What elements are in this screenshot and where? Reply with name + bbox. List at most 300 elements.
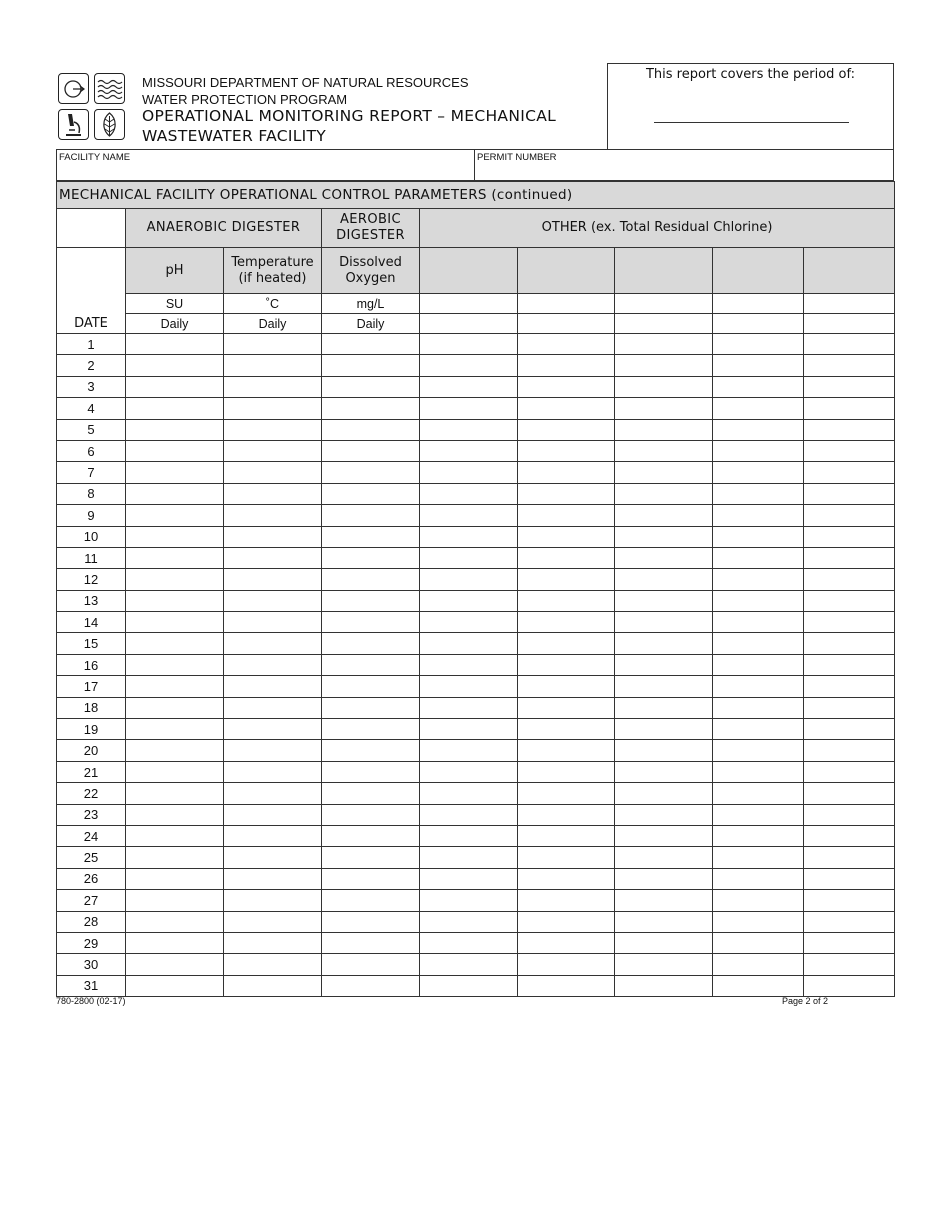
entry-cell[interactable] bbox=[615, 633, 713, 654]
entry-cell[interactable] bbox=[615, 890, 713, 911]
entry-cell[interactable] bbox=[224, 355, 322, 376]
entry-cell[interactable] bbox=[615, 654, 713, 675]
entry-cell[interactable] bbox=[804, 398, 895, 419]
entry-cell[interactable] bbox=[420, 376, 518, 397]
entry-cell[interactable] bbox=[615, 761, 713, 782]
entry-cell[interactable] bbox=[804, 975, 895, 996]
entry-cell[interactable] bbox=[713, 740, 804, 761]
title-line-1: OPERATIONAL MONITORING REPORT – MECHANICAL bbox=[142, 107, 557, 125]
entry-cell[interactable] bbox=[322, 590, 420, 611]
entry-cell[interactable] bbox=[126, 975, 224, 996]
entry-cell[interactable] bbox=[518, 526, 615, 547]
day-row bbox=[57, 911, 895, 932]
other-unit-cell[interactable] bbox=[420, 294, 518, 314]
entry-cell[interactable] bbox=[322, 676, 420, 697]
entry-cell[interactable] bbox=[224, 890, 322, 911]
entry-cell[interactable] bbox=[224, 376, 322, 397]
entry-cell[interactable] bbox=[804, 954, 895, 975]
other-unit-cell[interactable] bbox=[713, 294, 804, 314]
entry-cell[interactable] bbox=[713, 911, 804, 932]
day-number: 12 bbox=[57, 569, 126, 590]
entry-cell[interactable] bbox=[713, 890, 804, 911]
entry-cell[interactable] bbox=[420, 932, 518, 953]
entry-cell[interactable] bbox=[322, 975, 420, 996]
entry-cell[interactable] bbox=[420, 654, 518, 675]
entry-cell[interactable] bbox=[322, 612, 420, 633]
entry-cell[interactable] bbox=[224, 526, 322, 547]
day-number: 23 bbox=[57, 804, 126, 825]
entry-cell[interactable] bbox=[224, 612, 322, 633]
entry-cell[interactable] bbox=[518, 483, 615, 504]
blank-header-cell bbox=[57, 209, 126, 248]
entry-cell[interactable] bbox=[224, 547, 322, 568]
entry-cell[interactable] bbox=[615, 697, 713, 718]
entry-cell[interactable] bbox=[224, 783, 322, 804]
entry-cell[interactable] bbox=[322, 505, 420, 526]
entry-cell[interactable] bbox=[615, 911, 713, 932]
day-row bbox=[57, 505, 895, 526]
entry-cell[interactable] bbox=[322, 890, 420, 911]
entry-cell[interactable] bbox=[518, 633, 615, 654]
day-number: 24 bbox=[57, 825, 126, 846]
entry-cell[interactable] bbox=[804, 334, 895, 355]
entry-cell[interactable] bbox=[224, 868, 322, 889]
entry-cell[interactable] bbox=[126, 462, 224, 483]
other-header-cell[interactable] bbox=[713, 248, 804, 294]
entry-cell[interactable] bbox=[126, 697, 224, 718]
entry-cell[interactable] bbox=[615, 440, 713, 461]
entry-cell[interactable] bbox=[615, 334, 713, 355]
entry-cell[interactable] bbox=[804, 440, 895, 461]
entry-cell[interactable] bbox=[804, 462, 895, 483]
entry-cell[interactable] bbox=[126, 569, 224, 590]
entry-cell[interactable] bbox=[420, 911, 518, 932]
day-row bbox=[57, 440, 895, 461]
day-row bbox=[57, 719, 895, 740]
entry-cell[interactable] bbox=[420, 526, 518, 547]
title-line-2: WASTEWATER FACILITY bbox=[142, 127, 327, 145]
day-row bbox=[57, 376, 895, 397]
entry-cell[interactable] bbox=[322, 783, 420, 804]
entry-cell[interactable] bbox=[420, 804, 518, 825]
entry-cell[interactable] bbox=[126, 847, 224, 868]
entry-cell[interactable] bbox=[518, 654, 615, 675]
entry-cell[interactable] bbox=[420, 890, 518, 911]
entry-cell[interactable] bbox=[804, 761, 895, 782]
entry-cell[interactable] bbox=[713, 398, 804, 419]
temperature-header-line-1: Temperature bbox=[231, 254, 314, 270]
entry-cell[interactable] bbox=[804, 868, 895, 889]
entry-cell[interactable] bbox=[518, 398, 615, 419]
entry-cell[interactable] bbox=[518, 868, 615, 889]
entry-cell[interactable] bbox=[518, 975, 615, 996]
entry-cell[interactable] bbox=[615, 355, 713, 376]
entry-cell[interactable] bbox=[804, 569, 895, 590]
day-row bbox=[57, 569, 895, 590]
entry-cell[interactable] bbox=[518, 462, 615, 483]
entry-cell[interactable] bbox=[615, 590, 713, 611]
entry-cell[interactable] bbox=[126, 419, 224, 440]
entry-cell[interactable] bbox=[126, 355, 224, 376]
entry-cell[interactable] bbox=[224, 654, 322, 675]
entry-cell[interactable] bbox=[615, 526, 713, 547]
entry-cell[interactable] bbox=[224, 483, 322, 504]
entry-cell[interactable] bbox=[804, 547, 895, 568]
facility-name-field[interactable] bbox=[56, 149, 475, 181]
entry-cell[interactable] bbox=[804, 847, 895, 868]
entry-cell[interactable] bbox=[713, 526, 804, 547]
entry-cell[interactable] bbox=[615, 954, 713, 975]
operational-parameters-table bbox=[56, 181, 895, 997]
entry-cell[interactable] bbox=[126, 654, 224, 675]
entry-cell[interactable] bbox=[126, 334, 224, 355]
entry-cell[interactable] bbox=[804, 740, 895, 761]
entry-cell[interactable] bbox=[615, 569, 713, 590]
entry-cell[interactable] bbox=[126, 547, 224, 568]
entry-cell[interactable] bbox=[518, 719, 615, 740]
entry-cell[interactable] bbox=[420, 440, 518, 461]
entry-cell[interactable] bbox=[713, 868, 804, 889]
report-period-input-line[interactable] bbox=[654, 122, 849, 123]
entry-cell[interactable] bbox=[615, 847, 713, 868]
entry-cell[interactable] bbox=[322, 847, 420, 868]
entry-cell[interactable] bbox=[322, 740, 420, 761]
other-unit-cell[interactable] bbox=[615, 294, 713, 314]
day-row bbox=[57, 804, 895, 825]
entry-cell[interactable] bbox=[804, 825, 895, 846]
entry-cell[interactable] bbox=[224, 761, 322, 782]
entry-cell[interactable] bbox=[713, 569, 804, 590]
entry-cell[interactable] bbox=[804, 804, 895, 825]
day-row bbox=[57, 975, 895, 996]
entry-cell[interactable] bbox=[713, 633, 804, 654]
entry-cell[interactable] bbox=[322, 719, 420, 740]
entry-cell[interactable] bbox=[713, 654, 804, 675]
entry-cell[interactable] bbox=[804, 697, 895, 718]
entry-cell[interactable] bbox=[420, 547, 518, 568]
entry-cell[interactable] bbox=[713, 676, 804, 697]
entry-cell[interactable] bbox=[224, 462, 322, 483]
entry-cell[interactable] bbox=[224, 804, 322, 825]
entry-cell[interactable] bbox=[518, 697, 615, 718]
entry-cell[interactable] bbox=[322, 334, 420, 355]
entry-cell[interactable] bbox=[322, 761, 420, 782]
entry-cell[interactable] bbox=[713, 419, 804, 440]
entry-cell[interactable] bbox=[804, 483, 895, 504]
entry-cell[interactable] bbox=[804, 719, 895, 740]
entry-cell[interactable] bbox=[224, 975, 322, 996]
entry-cell[interactable] bbox=[518, 911, 615, 932]
entry-cell[interactable] bbox=[713, 975, 804, 996]
entry-cell[interactable] bbox=[420, 740, 518, 761]
entry-cell[interactable] bbox=[615, 376, 713, 397]
other-frequency-cell[interactable] bbox=[518, 314, 615, 334]
other-header-cell[interactable] bbox=[518, 248, 615, 294]
entry-cell[interactable] bbox=[126, 932, 224, 953]
entry-cell[interactable] bbox=[713, 847, 804, 868]
entry-cell[interactable] bbox=[420, 505, 518, 526]
entry-cell[interactable] bbox=[615, 740, 713, 761]
entry-cell[interactable] bbox=[804, 355, 895, 376]
entry-cell[interactable] bbox=[713, 440, 804, 461]
other-frequency-cell[interactable] bbox=[420, 314, 518, 334]
entry-cell[interactable] bbox=[224, 419, 322, 440]
entry-cell[interactable] bbox=[713, 547, 804, 568]
entry-cell[interactable] bbox=[713, 483, 804, 504]
entry-cell[interactable] bbox=[420, 847, 518, 868]
permit-number-field[interactable] bbox=[474, 149, 894, 181]
day-row bbox=[57, 419, 895, 440]
day-row bbox=[57, 654, 895, 675]
day-number: 4 bbox=[57, 398, 126, 419]
day-number: 30 bbox=[57, 954, 126, 975]
entry-cell[interactable] bbox=[518, 376, 615, 397]
entry-cell[interactable] bbox=[615, 483, 713, 504]
entry-cell[interactable] bbox=[420, 697, 518, 718]
entry-cell[interactable] bbox=[518, 932, 615, 953]
entry-cell[interactable] bbox=[126, 398, 224, 419]
entry-cell[interactable] bbox=[126, 440, 224, 461]
entry-cell[interactable] bbox=[322, 483, 420, 504]
dissolved-oxygen-line-1: Dissolved bbox=[339, 254, 402, 270]
entry-cell[interactable] bbox=[804, 676, 895, 697]
entry-cell[interactable] bbox=[322, 398, 420, 419]
entry-cell[interactable] bbox=[518, 334, 615, 355]
entry-cell[interactable] bbox=[224, 633, 322, 654]
entry-cell[interactable] bbox=[615, 975, 713, 996]
day-row bbox=[57, 612, 895, 633]
entry-cell[interactable] bbox=[518, 847, 615, 868]
entry-cell[interactable] bbox=[615, 719, 713, 740]
entry-cell[interactable] bbox=[420, 612, 518, 633]
entry-cell[interactable] bbox=[420, 719, 518, 740]
entry-cell[interactable] bbox=[804, 932, 895, 953]
entry-cell[interactable] bbox=[713, 376, 804, 397]
other-header-cell[interactable] bbox=[420, 248, 518, 294]
entry-cell[interactable] bbox=[713, 505, 804, 526]
entry-cell[interactable] bbox=[615, 825, 713, 846]
entry-cell[interactable] bbox=[420, 975, 518, 996]
entry-cell[interactable] bbox=[420, 825, 518, 846]
entry-cell[interactable] bbox=[518, 890, 615, 911]
entry-cell[interactable] bbox=[518, 825, 615, 846]
entry-cell[interactable] bbox=[126, 590, 224, 611]
entry-cell[interactable] bbox=[420, 954, 518, 975]
entry-cell[interactable] bbox=[804, 654, 895, 675]
entry-cell[interactable] bbox=[518, 440, 615, 461]
entry-cell[interactable] bbox=[804, 526, 895, 547]
entry-cell[interactable] bbox=[615, 419, 713, 440]
entry-cell[interactable] bbox=[713, 334, 804, 355]
entry-cell[interactable] bbox=[713, 932, 804, 953]
entry-cell[interactable] bbox=[420, 419, 518, 440]
entry-cell[interactable] bbox=[615, 547, 713, 568]
entry-cell[interactable] bbox=[126, 868, 224, 889]
entry-cell[interactable] bbox=[713, 355, 804, 376]
entry-cell[interactable] bbox=[420, 483, 518, 504]
entry-cell[interactable] bbox=[224, 440, 322, 461]
entry-cell[interactable] bbox=[126, 676, 224, 697]
entry-cell[interactable] bbox=[420, 783, 518, 804]
entry-cell[interactable] bbox=[713, 825, 804, 846]
entry-cell[interactable] bbox=[713, 612, 804, 633]
entry-cell[interactable] bbox=[518, 419, 615, 440]
entry-cell[interactable] bbox=[420, 676, 518, 697]
entry-cell[interactable] bbox=[518, 590, 615, 611]
entry-cell[interactable] bbox=[615, 804, 713, 825]
entry-cell[interactable] bbox=[804, 419, 895, 440]
entry-cell[interactable] bbox=[322, 569, 420, 590]
entry-cell[interactable] bbox=[224, 697, 322, 718]
section-title: MECHANICAL FACILITY OPERATIONAL CONTROL PARAMETERS (continued) bbox=[57, 182, 895, 209]
entry-cell[interactable] bbox=[126, 633, 224, 654]
entry-cell[interactable] bbox=[420, 355, 518, 376]
facility-name-label: FACILITY NAME bbox=[59, 152, 131, 163]
entry-cell[interactable] bbox=[322, 868, 420, 889]
entry-cell[interactable] bbox=[615, 462, 713, 483]
entry-cell[interactable] bbox=[224, 932, 322, 953]
entry-cell[interactable] bbox=[322, 440, 420, 461]
entry-cell[interactable] bbox=[322, 376, 420, 397]
entry-cell[interactable] bbox=[518, 547, 615, 568]
entry-cell[interactable] bbox=[322, 697, 420, 718]
entry-cell[interactable] bbox=[322, 954, 420, 975]
entry-cell[interactable] bbox=[224, 569, 322, 590]
entry-cell[interactable] bbox=[224, 590, 322, 611]
entry-cell[interactable] bbox=[322, 526, 420, 547]
entry-cell[interactable] bbox=[224, 847, 322, 868]
entry-cell[interactable] bbox=[126, 740, 224, 761]
other-unit-cell[interactable] bbox=[804, 294, 895, 314]
entry-cell[interactable] bbox=[322, 825, 420, 846]
entry-cell[interactable] bbox=[126, 890, 224, 911]
entry-cell[interactable] bbox=[224, 719, 322, 740]
entry-cell[interactable] bbox=[126, 804, 224, 825]
entry-cell[interactable] bbox=[713, 761, 804, 782]
day-number: 15 bbox=[57, 633, 126, 654]
entry-cell[interactable] bbox=[224, 505, 322, 526]
entry-cell[interactable] bbox=[322, 419, 420, 440]
entry-cell[interactable] bbox=[224, 954, 322, 975]
entry-cell[interactable] bbox=[224, 911, 322, 932]
day-number: 27 bbox=[57, 890, 126, 911]
entry-cell[interactable] bbox=[224, 825, 322, 846]
entry-cell[interactable] bbox=[322, 547, 420, 568]
entry-cell[interactable] bbox=[804, 911, 895, 932]
entry-cell[interactable] bbox=[420, 761, 518, 782]
entry-cell[interactable] bbox=[126, 505, 224, 526]
other-frequency-cell[interactable] bbox=[804, 314, 895, 334]
entry-cell[interactable] bbox=[713, 719, 804, 740]
entry-cell[interactable] bbox=[126, 783, 224, 804]
entry-cell[interactable] bbox=[713, 590, 804, 611]
entry-cell[interactable] bbox=[518, 761, 615, 782]
entry-cell[interactable] bbox=[224, 398, 322, 419]
entry-cell[interactable] bbox=[518, 505, 615, 526]
entry-cell[interactable] bbox=[126, 526, 224, 547]
entry-cell[interactable] bbox=[518, 783, 615, 804]
section-title-row bbox=[57, 182, 895, 209]
other-unit-cell[interactable] bbox=[518, 294, 615, 314]
entry-cell[interactable] bbox=[322, 911, 420, 932]
entry-cell[interactable] bbox=[518, 612, 615, 633]
entry-cell[interactable] bbox=[224, 676, 322, 697]
entry-cell[interactable] bbox=[615, 783, 713, 804]
entry-cell[interactable] bbox=[322, 932, 420, 953]
other-header-cell[interactable] bbox=[615, 248, 713, 294]
day-number: 14 bbox=[57, 612, 126, 633]
entry-cell[interactable] bbox=[322, 355, 420, 376]
entry-cell[interactable] bbox=[322, 633, 420, 654]
entry-cell[interactable] bbox=[804, 612, 895, 633]
entry-cell[interactable] bbox=[224, 740, 322, 761]
entry-cell[interactable] bbox=[713, 697, 804, 718]
entry-cell[interactable] bbox=[126, 761, 224, 782]
entry-cell[interactable] bbox=[126, 376, 224, 397]
entry-cell[interactable] bbox=[804, 590, 895, 611]
agency-line-2: WATER PROTECTION PROGRAM bbox=[142, 92, 348, 107]
entry-cell[interactable] bbox=[420, 590, 518, 611]
entry-cell[interactable] bbox=[322, 804, 420, 825]
other-frequency-cell[interactable] bbox=[615, 314, 713, 334]
entry-cell[interactable] bbox=[126, 911, 224, 932]
dissolved-oxygen-line-2: Oxygen bbox=[345, 270, 396, 286]
entry-cell[interactable] bbox=[322, 654, 420, 675]
day-row bbox=[57, 825, 895, 846]
entry-cell[interactable] bbox=[518, 804, 615, 825]
other-header-cell[interactable] bbox=[804, 248, 895, 294]
entry-cell[interactable] bbox=[713, 804, 804, 825]
entry-cell[interactable] bbox=[713, 954, 804, 975]
entry-cell[interactable] bbox=[518, 355, 615, 376]
entry-cell[interactable] bbox=[615, 676, 713, 697]
entry-cell[interactable] bbox=[420, 633, 518, 654]
day-row bbox=[57, 783, 895, 804]
entry-cell[interactable] bbox=[615, 398, 713, 419]
entry-cell[interactable] bbox=[713, 462, 804, 483]
dissolved-oxygen-unit: mg/L bbox=[322, 294, 420, 314]
entry-cell[interactable] bbox=[615, 612, 713, 633]
other-frequency-cell[interactable] bbox=[713, 314, 804, 334]
entry-cell[interactable] bbox=[615, 868, 713, 889]
entry-cell[interactable] bbox=[518, 569, 615, 590]
entry-cell[interactable] bbox=[420, 462, 518, 483]
entry-cell[interactable] bbox=[126, 719, 224, 740]
entry-cell[interactable] bbox=[420, 868, 518, 889]
entry-cell[interactable] bbox=[322, 462, 420, 483]
entry-cell[interactable] bbox=[518, 740, 615, 761]
entry-cell[interactable] bbox=[126, 825, 224, 846]
entry-cell[interactable] bbox=[804, 890, 895, 911]
entry-cell[interactable] bbox=[615, 505, 713, 526]
entry-cell[interactable] bbox=[804, 783, 895, 804]
entry-cell[interactable] bbox=[224, 334, 322, 355]
entry-cell[interactable] bbox=[615, 932, 713, 953]
entry-cell[interactable] bbox=[713, 783, 804, 804]
entry-cell[interactable] bbox=[804, 633, 895, 654]
entry-cell[interactable] bbox=[518, 676, 615, 697]
entry-cell[interactable] bbox=[804, 376, 895, 397]
day-row bbox=[57, 676, 895, 697]
entry-cell[interactable] bbox=[126, 612, 224, 633]
entry-cell[interactable] bbox=[420, 334, 518, 355]
entry-cell[interactable] bbox=[420, 569, 518, 590]
entry-cell[interactable] bbox=[126, 954, 224, 975]
entry-cell[interactable] bbox=[804, 505, 895, 526]
entry-cell[interactable] bbox=[126, 483, 224, 504]
entry-cell[interactable] bbox=[420, 398, 518, 419]
entry-cell[interactable] bbox=[518, 954, 615, 975]
